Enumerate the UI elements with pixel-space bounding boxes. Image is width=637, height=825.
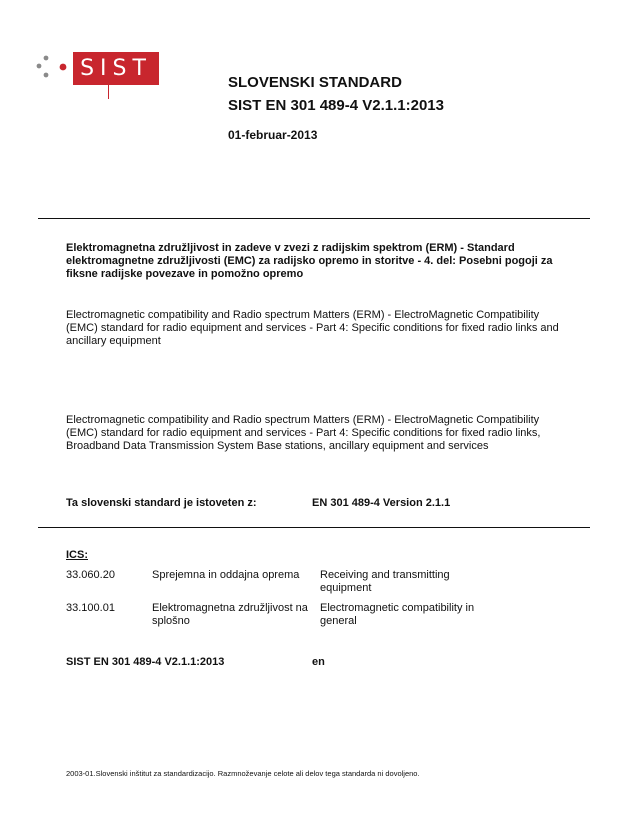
english-title: Electromagnetic compatibility and Radio spectrum Matters (ERM) - ElectroMagnetic Compatibility (EMC) standard for radio equipment and services - Part 4: Specific conditions for fixed radio links and ancillary equipment xyxy=(66,309,559,347)
standard-heading: SLOVENSKI STANDARD xyxy=(228,74,402,91)
english-alt-title: Electromagnetic compatibility and Radio spectrum Matters (ERM) - ElectroMagnetic Compatibility (EMC) standard for radio equipment and services - Part 4: Specific conditions for fixed radio links, Broadband Data Transmission System Base stations, ancillary equipment and services xyxy=(66,414,541,452)
top-divider xyxy=(38,218,590,219)
slovenian-title: Elektromagnetna združljivost in zadeve v zvezi z radijskim spektrom (ERM) - Standard elektromagnetne združljivosti (EMC) za radijsko opremo in storitve - 4. del: Posebni pogoji za fiksne radijske povezave in pomožno opremo xyxy=(66,242,553,280)
copyright-notice: 2003-01.Slovenski inštitut za standardizacijo. Razmnoževanje celote ali delov tega standarda ni dovoljeno. xyxy=(66,769,420,778)
identity-value: EN 301 489-4 Version 2.1.1 xyxy=(312,497,451,509)
footer-standard-code: SIST EN 301 489-4 V2.1.1:2013 xyxy=(66,656,225,668)
identity-label: Ta slovenski standard je istoveten z: xyxy=(66,497,257,509)
ics-english: Electromagnetic compatibility in general xyxy=(320,602,475,627)
logo-rule xyxy=(108,85,109,99)
middle-divider xyxy=(38,527,590,528)
ics-title: ICS: xyxy=(66,549,88,561)
standard-code: SIST EN 301 489-4 V2.1.1:2013 xyxy=(228,97,444,114)
language-code: en xyxy=(312,656,325,668)
ics-slovenian: Sprejemna in oddajna oprema xyxy=(152,569,300,581)
ics-code: 33.100.01 xyxy=(66,602,115,614)
logo-dots-icon xyxy=(36,54,70,82)
sist-logo: SIST xyxy=(73,52,159,85)
ics-code: 33.060.20 xyxy=(66,569,115,581)
ics-english: Receiving and transmitting equipment xyxy=(320,569,450,594)
standard-date: 01-februar-2013 xyxy=(228,128,318,142)
ics-slovenian: Elektromagnetna združljivost na splošno xyxy=(152,602,308,627)
